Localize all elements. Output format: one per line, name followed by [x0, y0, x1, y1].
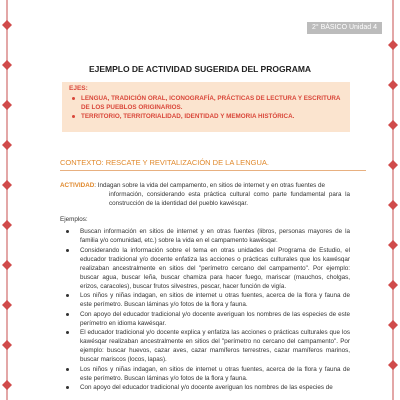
- right-decorative-border: [386, 0, 400, 400]
- border-ornament-icon: [2, 380, 12, 390]
- examples-list: [60, 227, 350, 393]
- activity-text-continued: información, considerando esta práctica cultural como parte fundamental para la construcción de la identidad del pueblo kawésqar.: [109, 191, 350, 207]
- border-ornament-icon: [388, 240, 398, 250]
- border-ornament-icon: [388, 120, 398, 130]
- border-ornament-icon: [388, 40, 398, 50]
- list-item: Buscan información en sitios de internet y en otras fuentes (libros, personas mayores de la familia y/o comunidad, etc.) sobre la vida en el campamento kawésqar.: [60, 227, 350, 245]
- examples-label: Ejemplos:: [60, 216, 88, 223]
- activity-text: : Indagan sobre la vida del campamento, en sitios de internet y en otras fuentes de: [94, 182, 325, 189]
- ejes-item: LENGUA, TRADICIÓN ORAL, ICONOGRAFÍA, PRÁCTICAS DE LECTURA Y ESCRITURA DE LOS PUEBLOS ORIGINARIOS.: [69, 94, 343, 112]
- border-ornament-icon: [388, 360, 398, 370]
- ejes-box: [62, 82, 350, 132]
- page-title: EJEMPLO DE ACTIVIDAD SUGERIDA DEL PROGRAMA: [88, 64, 312, 74]
- border-ornament-icon: [388, 280, 398, 290]
- border-ornament-icon: [2, 100, 12, 110]
- list-item: Los niños y niñas indagan, en sitios de internet u otras fuentes, acerca de la flora y fauna de este perímetro. Buscan láminas y/o fotos de la flora y fauna.: [60, 365, 350, 383]
- ejes-list: [69, 94, 343, 121]
- border-ornament-icon: [2, 140, 12, 150]
- list-item: Los niños y niñas indagan, en sitios de internet u otras fuentes, acerca de la flora y fauna de este perímetro. Buscan láminas y/o fotos de la flora y fauna.: [60, 291, 350, 309]
- border-ornament-icon: [2, 180, 12, 190]
- list-item: Considerando la información sobre el tema en otras unidades del Programa de Estudio, el educador tradicional y/o docente enfatiza las acciones o prácticas culturales que los kawésqar realizaban ancestralmente en sitios del "perímetro cercano del campamento". Por ejemplo: buscar agua, buscar leña, buscar chamiza para hacer fuego, mariscar (mauchos, cholgas, erizos, caracoles), buscar frutos silvestres, pescar, hacer función de vigía.: [60, 246, 350, 291]
- left-decorative-border: [0, 0, 14, 400]
- border-ornament-icon: [388, 200, 398, 210]
- border-ornament-icon: [2, 260, 12, 270]
- ejes-label: EJES:: [69, 85, 88, 92]
- activity-label: ACTIVIDAD: [60, 182, 95, 189]
- list-item: Con apoyo del educador tradicional y/o docente averiguan los nombres de las especies de: [60, 383, 350, 392]
- unit-tag: 2° BÁSICO Unidad 4: [307, 22, 382, 34]
- border-ornament-icon: [388, 80, 398, 90]
- list-item: El educador tradicional y/o docente explica y enfatiza las acciones o prácticas culturales que los kawésqar realizaban ancestralmente en sitios del "perímetro no cercano del campamento". Por ejemplo: buscar huevos, cazar aves, cazar mamíferos terrestres, cazar mamíferos marinos, buscar mariscos (locos, lapas).: [60, 328, 350, 364]
- activity-paragraph: [60, 181, 350, 208]
- border-ornament-icon: [388, 160, 398, 170]
- list-item: Con apoyo del educador tradicional y/o docente averiguan los nombres de las especies de este perímetro en idioma kawésqar.: [60, 310, 350, 328]
- context-divider: [60, 170, 366, 171]
- context-heading: CONTEXTO: RESCATE Y REVITALIZACIÓN DE LA LENGUA.: [60, 158, 269, 167]
- ejes-item: TERRITORIO, TERRITORIALIDAD, IDENTIDAD Y MEMORIA HISTÓRICA.: [69, 112, 343, 121]
- border-ornament-icon: [2, 20, 12, 30]
- border-ornament-icon: [2, 340, 12, 350]
- border-ornament-icon: [2, 300, 12, 310]
- border-ornament-icon: [388, 320, 398, 330]
- border-ornament-icon: [2, 220, 12, 230]
